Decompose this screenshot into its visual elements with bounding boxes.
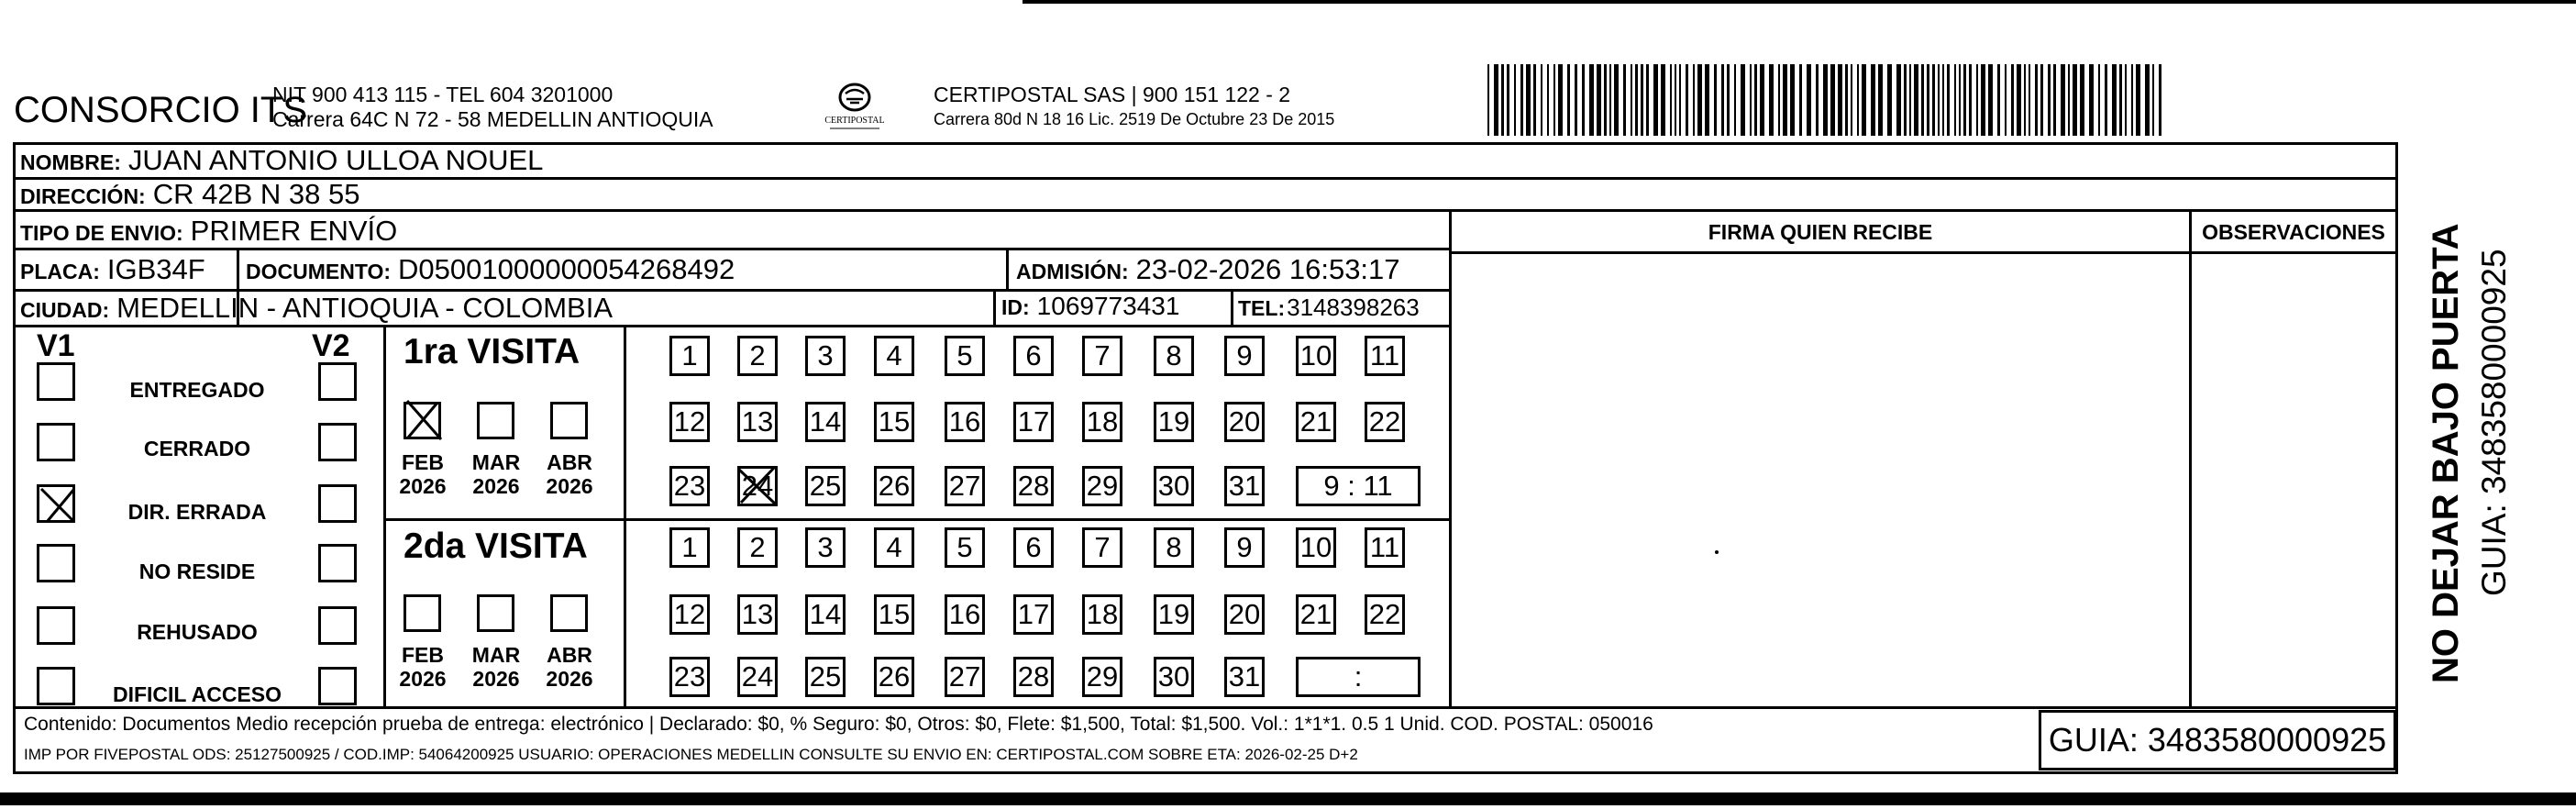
day-box[interactable]: 28 [1013,466,1054,506]
barcode-bar [2125,64,2127,136]
documento-label: DOCUMENTO: [246,260,392,283]
speck [1715,550,1719,554]
barcode-bar [1553,64,1555,136]
barcode-bar [2024,64,2026,136]
id-value: 1069773431 [1036,292,1180,320]
barcode-bar [2145,64,2150,136]
barcode-bar [1769,64,1774,136]
day-box[interactable]: 4 [874,336,914,376]
ciudad-value: MEDELLIN - ANTIOQUIA - COLOMBIA [116,292,613,324]
day-box[interactable]: 22 [1365,402,1405,442]
certipostal-logo [812,81,899,136]
barcode-bar [1514,64,1516,136]
barcode-bar [2053,64,2056,136]
month-year: 2026 [399,667,447,691]
cell-divider [624,325,626,706]
day-box[interactable]: 5 [945,336,985,376]
day-box[interactable]: 31 [1224,466,1265,506]
barcode-bar [2005,64,2007,136]
barcode-bar [2073,64,2077,136]
barcode-bar [1604,64,1607,136]
day-box[interactable]: 15 [874,402,914,442]
day-box[interactable]: 18 [1082,594,1122,635]
day-box[interactable]: 3 [805,527,846,568]
visit-title: 2da VISITA [404,526,588,566]
day-box[interactable]: 23 [669,657,710,697]
day-box[interactable]: 17 [1013,402,1054,442]
status-label: NO RESIDE [138,560,256,583]
barcode-bar [1714,64,1717,136]
v1-checkbox[interactable] [37,423,75,461]
day-box[interactable]: 16 [945,594,985,635]
barcode-bar [1597,64,1601,136]
guia-box: GUIA: 3483580000925 [2039,710,2396,770]
barcode-bar [1623,64,1626,136]
day-box[interactable]: 1 [669,336,710,376]
row-divider [13,209,2398,212]
barcode-bar [2040,64,2043,136]
barcode-bar [1575,64,1577,136]
day-box[interactable]: 15 [874,594,914,635]
month-year: 2026 [546,667,593,691]
cell-divider [1231,289,1233,326]
barcode-bar [2048,64,2051,136]
barcode-bar [1705,64,1709,136]
v2-checkbox[interactable] [318,544,357,582]
month-caption [391,643,455,691]
barcode-bar [1799,64,1802,136]
column-divider [2189,209,2192,706]
barcode-bar [1653,64,1658,136]
barcode-bar [1838,64,1842,136]
barcode-bar [1816,64,1819,136]
barcode-bar [1976,64,1978,136]
barcode-bar [1823,64,1828,136]
v2-checkbox[interactable] [318,667,357,705]
barcode-bar [2011,64,2014,136]
observaciones-header: OBSERVACIONES [2202,220,2385,244]
carrier-info [934,83,1334,132]
barcode-bar [2112,64,2117,136]
barcode-bar [2105,64,2107,136]
placa-label: PLACA: [20,260,100,283]
barcode-bar [1790,64,1795,136]
barcode-bar [1988,64,1993,136]
barcode-bar [2152,64,2154,136]
barcode-bar [1635,64,1638,136]
ciudad-label: CIUDAD: [20,298,110,322]
id-label: ID: [1001,295,1030,319]
ciudad-field [20,292,613,325]
v1-checkbox[interactable] [37,544,75,582]
row-divider [13,177,2398,180]
month-checkbox[interactable] [477,594,514,632]
day-box[interactable]: 27 [945,657,985,697]
barcode-bar [1641,64,1643,136]
barcode-bar [1938,64,1940,136]
row-divider [13,248,1449,250]
barcode-bar [1783,64,1787,136]
barcode [1486,64,2164,136]
barcode-bar [2098,64,2100,136]
barcode-bar [1914,64,1918,136]
visit-title: 1ra VISITA [404,332,580,371]
placa-field [20,253,205,286]
barcode-bar [1614,64,1619,136]
v2-checkbox[interactable] [318,484,357,523]
tipo-envio-field [20,215,397,248]
day-box[interactable]: 20 [1224,594,1265,635]
barcode-bar [1520,64,1523,136]
barcode-bar [1693,64,1695,136]
day-box[interactable]: 6 [1013,527,1054,568]
nombre-field [20,144,543,177]
barcode-bar [1845,64,1848,136]
barcode-bar [1959,64,1961,136]
day-box[interactable]: 13 [737,594,778,635]
day-box[interactable]: 21 [1296,402,1336,442]
barcode-bar [1501,64,1504,136]
barcode-bar [1981,64,1985,136]
barcode-bar [2089,64,2094,136]
barcode-bar [1727,64,1730,136]
barcode-bar [1661,64,1665,136]
day-box[interactable]: 25 [805,466,846,506]
x-mark-icon [737,466,778,506]
barcode-bar [1871,64,1875,136]
barcode-bar [1942,64,1944,136]
v2-checkbox[interactable] [318,606,357,645]
day-box[interactable]: 22 [1365,594,1405,635]
day-box[interactable]: 12 [669,402,710,442]
status-label: DIFICIL ACCESO [112,682,282,706]
id-field [1001,292,1179,321]
barcode-bar [1862,64,1866,136]
cell-divider [993,289,996,326]
imp-text: IMP POR FIVEPOSTAL ODS: 25127500925 / COD.IMP: 54064200925 USUARIO: OPERACIONES MEDELLIN CONSULTE SU ENVIO EN: CERTIPOSTAL.COM SOBRE ETA: 2026-02-25 D+2 [24,746,1358,763]
day-box[interactable]: 10 [1296,336,1336,376]
barcode-bar [1487,64,1489,136]
day-box[interactable]: 8 [1154,527,1194,568]
day-box[interactable]: 26 [874,466,914,506]
barcode-bar [1589,64,1594,136]
day-box[interactable]: 19 [1154,402,1194,442]
day-box[interactable]: 21 [1296,594,1336,635]
v2-heading: V2 [312,328,350,363]
tipo-envio-label: TIPO DE ENVIO: [20,221,183,245]
direccion-field [20,178,359,211]
documento-value: D05001000000054268492 [398,253,735,285]
month-caption [537,450,602,498]
month-label: FEB [402,450,444,474]
day-box[interactable]: 7 [1082,527,1122,568]
day-box[interactable]: 14 [805,402,846,442]
barcode-bar [1807,64,1811,136]
carrier-line-2: Carrera 80d N 18 16 Lic. 2519 De Octubre 23 De 2015 [934,110,1335,128]
day-box[interactable]: 6 [1013,336,1054,376]
barcode-bar [1954,64,1956,136]
month-label: MAR [471,450,521,474]
side-guia: GUIA: 3483580000925 [2475,249,2513,596]
barcode-bar [1909,64,1911,136]
barcode-bar [1887,64,1892,136]
visit-divider [383,518,1449,521]
barcode-bar [1494,64,1498,136]
month-label: MAR [471,643,521,667]
barcode-bar [1830,64,1835,136]
barcode-bar [2029,64,2030,136]
day-box[interactable]: 9 [1224,527,1265,568]
tipo-envio-value: PRIMER ENVÍO [190,215,398,247]
barcode-bar [1631,64,1632,136]
address-line: Carrera 64C N 72 - 58 MEDELLIN ANTIOQUIA [272,107,713,131]
cell-divider [1006,248,1009,289]
time-box[interactable]: : [1296,657,1421,697]
admision-label: ADMISIÓN: [1016,260,1129,283]
column-divider [1449,209,1452,706]
day-box[interactable]: 11 [1365,336,1405,376]
contenido-text: Contenido: Documentos Medio recepción prueba de entrega: electrónico | Declarado: $0, % Seguro: $0, Otros: $0, Flete: $1,500, Total: $1,500. Vol.: 1*1*1. 0.5 1 Unid. COD. POSTAL: 050016 [24,714,1653,735]
nombre-value: JUAN ANTONIO ULLOA NOUEL [127,144,544,176]
month-checkbox[interactable] [404,594,441,632]
barcode-bar [1646,64,1649,136]
day-box[interactable]: 29 [1082,657,1122,697]
top-rule [1023,0,2576,4]
row-divider [1449,251,2398,254]
barcode-bar [1734,64,1736,136]
admision-field [1016,253,1400,286]
side-notice [2403,147,2531,688]
month-checkbox[interactable] [550,594,588,632]
month-label: ABR [547,450,592,474]
month-caption [464,450,528,498]
barcode-bar [1558,64,1563,136]
barcode-bar [1778,64,1780,136]
barcode-bar [1507,64,1509,136]
x-mark-icon [404,399,442,437]
barcode-bar [1679,64,1681,136]
day-box[interactable]: 19 [1154,594,1194,635]
barcode-bar [1686,64,1688,136]
barcode-bar [1582,64,1585,136]
day-box[interactable]: 13 [737,402,778,442]
direccion-label: DIRECCIÓN: [20,184,146,208]
documento-field [246,253,735,286]
month-year: 2026 [472,667,520,691]
firma-header: FIRMA QUIEN RECIBE [1708,220,1933,244]
day-box[interactable]: 12 [669,594,710,635]
barcode-bar [1896,64,1901,136]
day-box[interactable]: 10 [1296,527,1336,568]
month-checkbox[interactable] [477,402,514,439]
v1-checkbox[interactable] [37,667,75,705]
day-box[interactable]: 23 [669,466,710,506]
barcode-bar [1541,64,1542,136]
barcode-bar [2017,64,2021,136]
x-mark-icon [39,487,78,526]
barcode-bar [1754,64,1757,136]
barcode-bar [1904,64,1907,136]
barcode-bar [1533,64,1536,136]
month-year: 2026 [399,474,447,498]
day-box[interactable]: 30 [1154,466,1194,506]
month-checkbox[interactable] [404,402,441,439]
side-warning: NO DEJAR BAJO PUERTA [2426,223,2466,683]
barcode-bar [1851,64,1852,136]
barcode-bar [2136,64,2140,136]
cell-divider [237,248,239,289]
logo-label: CERTIPOSTAL [824,116,885,126]
tel-field [1238,294,1420,322]
month-label: ABR [547,643,592,667]
barcode-bar [2159,64,2161,136]
time-box[interactable]: 9 : 11 [1296,466,1421,506]
month-caption [537,643,602,691]
day-box[interactable]: 4 [874,527,914,568]
barcode-bar [1547,64,1549,136]
day-box[interactable]: 8 [1154,336,1194,376]
month-year: 2026 [472,474,520,498]
barcode-bar [1670,64,1672,136]
barcode-bar [1741,64,1745,136]
admision-value: 23-02-2026 16:53:17 [1135,253,1400,285]
barcode-bar [1526,64,1531,136]
day-box[interactable]: 3 [805,336,846,376]
barcode-bar [2035,64,2038,136]
day-box[interactable]: 11 [1365,527,1405,568]
barcode-bar [1997,64,2000,136]
company-info [272,83,713,132]
day-box[interactable]: 27 [945,466,985,506]
barcode-bar [2061,64,2065,136]
month-checkbox[interactable] [550,402,588,439]
status-label: DIR. ERRADA [127,500,267,524]
barcode-bar [1932,64,1935,136]
carrier-line-1: CERTIPOSTAL SAS | 900 151 122 - 2 [934,83,1291,106]
tel-value: 3148398263 [1287,294,1420,321]
barcode-bar [1567,64,1570,136]
month-label: FEB [402,643,444,667]
day-box[interactable]: 9 [1224,336,1265,376]
day-box[interactable]: 17 [1013,594,1054,635]
barcode-bar [1963,64,1966,136]
barcode-bar [1947,64,1950,136]
v1-checkbox[interactable] [37,484,75,523]
footer-divider [13,706,2398,709]
barcode-bar [1921,64,1924,136]
day-box[interactable]: 30 [1154,657,1194,697]
barcode-bar [1969,64,1972,136]
nit-line: NIT 900 413 115 - TEL 604 3201000 [272,83,614,106]
company-name: CONSORCIO ITS [14,90,308,130]
nombre-label: NOMBRE: [20,150,121,174]
day-box[interactable]: 24 [737,657,778,697]
month-year: 2026 [546,474,593,498]
barcode-bar [1750,64,1752,136]
day-box[interactable]: 5 [945,527,985,568]
day-box[interactable]: 29 [1082,466,1122,506]
barcode-bar [1857,64,1859,136]
barcode-bar [1721,64,1724,136]
tel-label: TEL: [1238,296,1286,320]
v1-checkbox[interactable] [37,606,75,645]
status-label: REHUSADO [137,620,258,644]
barcode-bar [1760,64,1764,136]
barcode-bar [2068,64,2070,136]
day-box[interactable]: 26 [874,657,914,697]
v2-checkbox[interactable] [318,362,357,401]
barcode-bar [1878,64,1883,136]
barcode-bar [2119,64,2122,136]
barcode-bar [1697,64,1702,136]
barcode-bar [1927,64,1929,136]
month-caption [391,450,455,498]
v1-checkbox[interactable] [37,362,75,401]
day-box[interactable]: 14 [805,594,846,635]
barcode-bar [2131,64,2133,136]
v1-heading: V1 [37,328,75,363]
v2-checkbox[interactable] [318,423,357,461]
day-box[interactable]: 24 [737,466,778,506]
placa-value: IGB34F [106,253,205,285]
day-box[interactable]: 2 [737,527,778,568]
day-box[interactable]: 7 [1082,336,1122,376]
month-caption [464,643,528,691]
barcode-bar [1675,64,1676,136]
status-label: ENTREGADO [129,378,265,402]
day-box[interactable]: 31 [1224,657,1265,697]
row-divider [13,325,1449,327]
cell-divider [383,325,386,706]
barcode-bar [1609,64,1611,136]
bottom-rule [0,792,2576,805]
day-box[interactable]: 1 [669,527,710,568]
status-label: CERRADO [143,437,251,460]
barcode-bar [2080,64,2084,136]
day-box[interactable]: 25 [805,657,846,697]
day-box[interactable]: 20 [1224,402,1265,442]
direccion-value: CR 42B N 38 55 [152,178,360,210]
day-box[interactable]: 28 [1013,657,1054,697]
day-box[interactable]: 18 [1082,402,1122,442]
day-box[interactable]: 16 [945,402,985,442]
day-box[interactable]: 2 [737,336,778,376]
